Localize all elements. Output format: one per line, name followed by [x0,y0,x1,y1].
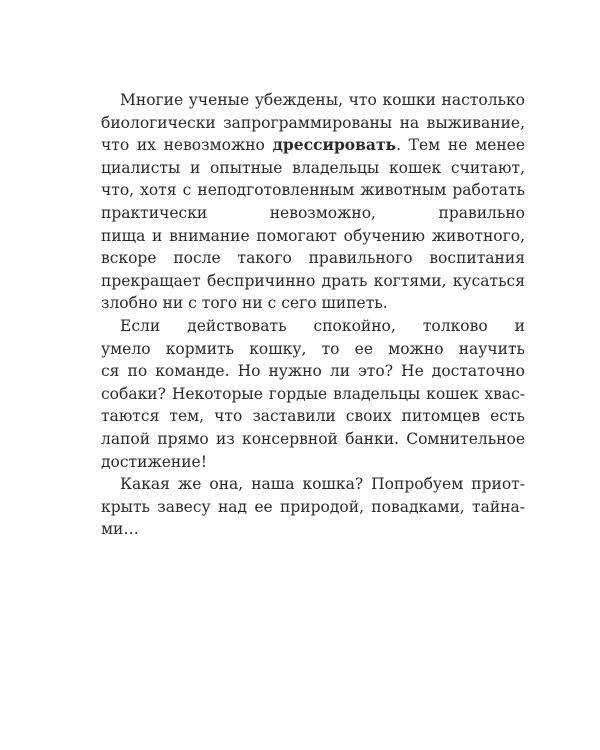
text-line: крыть завесу над ее природой, повадками, тайна- [101,497,525,516]
text-line: Какая же она, наша кошка? Попробуем приот- [120,475,525,494]
text-line: практически невозможно, правильно [101,203,525,222]
paragraph-2 [101,315,525,473]
text-line: биологически запрограммированы на выживание, [101,113,525,132]
paragraph-3 [101,473,525,541]
text-line [101,134,525,157]
text-line: злобно ни с того ни с сего шипеть. [101,294,388,313]
text-line: таются тем, что заставили своих питомцев есть [101,407,525,426]
paragraph-1 [101,89,525,315]
text-line: что, хотя с неподготовленным животным работать [101,181,525,200]
text-line: достижение! [101,452,207,471]
text-line: Многие ученые убеждены, что кошки настолько [120,91,525,109]
text-line: ся по команде. Но нужно ли это? Не достаточно [101,362,525,381]
text-line: собаки? Некоторые гордые владельцы кошек хвас- [101,384,525,403]
text-line: ми… [101,520,139,539]
text-line: лапой прямо из консервной банки. Сомнительное [101,429,525,448]
text-fragment: что их невозможно [101,136,273,155]
text-line: циалисты и опытные владельцы кошек считают, [101,158,525,177]
text-line: умело кормить кошку, то ее можно научить [101,339,525,358]
text-line: вскоре после такого правильного воспитания [101,249,525,268]
text-line: прекращает беспричинно драть когтями, кусаться [101,271,525,290]
text-fragment: . Тем не менее [396,136,525,155]
text-line: пища и внимание помогают обучению животного, [101,226,525,245]
emphasized-term: дрессировать [272,135,397,155]
body-text [101,89,525,541]
text-line: Если действовать спокойно, толково и [120,316,525,335]
